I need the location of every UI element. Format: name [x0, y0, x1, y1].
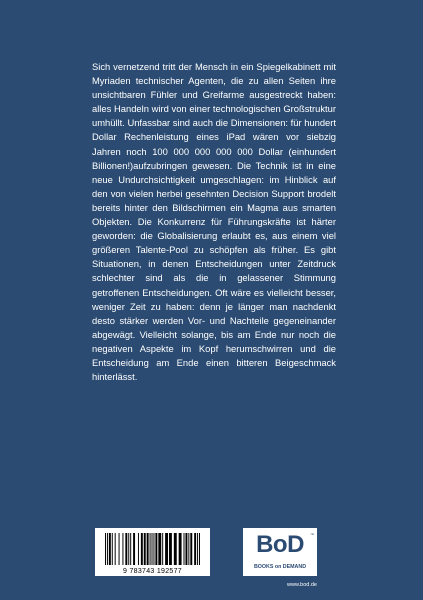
barcode-bar [122, 533, 123, 565]
back-cover-blurb: Sich vernetzend tritt der Mensch in ein Spiegelkabinett mit Myriaden technischer Agenten, die zu allen Seiten ihre unsichtbaren Fühler und Greifarme ausgestreckt haben: alles Handeln wird von einer technologischen Großstruktur umhüllt. Unfassbar sind auch die Dimensionen: für hundert Dollar Rechenleistung eines iPad wären vor siebzig Jahren noch 100 000 000 000 000 Dollar (einhundert Billionen!)aufzubringen gewesen. Die Technik ist in eine neue Undurchsichtigkeit umgeschlagen: im Hinblick auf den von vielen herbei gesehnten Decision Support brodelt bereits hinter den Bildschirmen ein Magma aus smarten Objekten. Die Konkurrenz für Führungskräfte ist härter geworden: die Globalisierung erlaubt es, aus einem viel größeren Talente-Pool zu schöpfen als früher. Es gibt Situationen, in denen Entscheidungen unter Zeitdruck schlechter sind als die in gelassener Stimmung getroffenen Entscheidungen. Oft wäre es vielleicht besser, weniger Zeit zu haben: denn je länger man nachdenkt desto stärker werden Vor- und Nachteile gegeneinander abgewägt. Vielleicht solange, bis am Ende nur noch die negativen Aspekte im Kopf herumschwirren und die Entscheidung am Ende einen bitteren Beigeschmack hinterlässt. [92, 61, 336, 383]
barcode-bar [179, 533, 182, 565]
barcode-bar [115, 533, 116, 565]
barcode-bar [153, 533, 154, 565]
barcode-bar [107, 533, 108, 565]
barcode-bar [105, 533, 106, 565]
barcode-bar [119, 533, 120, 565]
barcode-bar [174, 533, 177, 565]
barcode-bar [138, 533, 139, 565]
barcode-bars [104, 533, 201, 565]
barcode-bar [194, 533, 196, 565]
barcode-bar [141, 533, 143, 565]
barcode-bar [150, 533, 151, 565]
barcode-bar [169, 533, 172, 565]
barcode-bar [152, 533, 153, 565]
barcode-bar [128, 533, 129, 565]
barcode-bar [185, 533, 187, 565]
publisher-logo [243, 528, 317, 576]
isbn-digits: 9 783743 192577 [123, 568, 182, 575]
barcode-bar [165, 533, 168, 565]
isbn-barcode [95, 528, 210, 576]
barcode-bar [184, 533, 185, 565]
barcode-bar [109, 533, 111, 565]
bod-logo-tagline: BOOKS on DEMAND [253, 564, 307, 570]
barcode-bar [162, 533, 163, 565]
trademark-symbol: ™ [310, 532, 314, 537]
barcode-bar [155, 533, 157, 565]
publisher-website: www.bod.de [287, 582, 317, 588]
barcode-bar [125, 533, 127, 565]
barcode-bar [133, 533, 135, 565]
barcode-bar [197, 533, 198, 565]
barcode-bar [190, 533, 192, 565]
barcode-bar [199, 533, 200, 565]
barcode-bar [144, 533, 146, 565]
barcode-bar [158, 533, 161, 565]
barcode-bar [188, 533, 189, 565]
barcode-bar [112, 533, 113, 565]
barcode-bar [147, 533, 149, 565]
barcode-bar [130, 533, 131, 565]
bod-logo-mark: BoD [256, 531, 304, 558]
